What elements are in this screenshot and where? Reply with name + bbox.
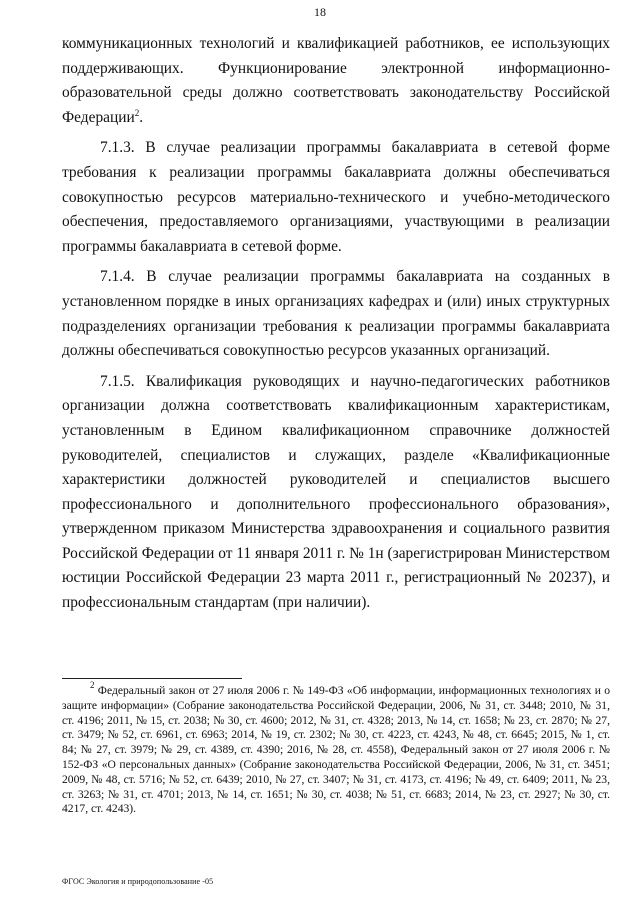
document-body [62,32,610,622]
footnote [62,680,610,817]
paragraph-7-1-3: 7.1.3. В случае реализации программы бакалавриата в сетевой форме требования к реализации программы бакалавриата должны обеспечиваться совокупностью ресурсов материально-технического и учебно-методического обеспечения, предоставляемого организациями, участвующими в реализации программы бакалавриата в сетевой форме. [62,139,610,255]
page-number: 18 [314,5,326,19]
paragraph-7-1-5: 7.1.5. Квалификация руководящих и научно-педагогических работников организации должна соответствовать квалификационным характеристикам, установленным в Едином квалификационном справочнике должностей руководителей, специалистов и служащих, разделе «Квалификационные характеристики должностей руководителей и специалистов высшего профессионального и дополнительного профессионального образования», утвержденном приказом Министерства здравоохранения и социального развития Российской Федерации от 11 января 2011 г. № 1н (зарегистрирован Министерством юстиции Российской Федерации 23 марта 2011 г., регистрационный № 20237), и профессиональным стандартам (при наличии). [62,372,610,612]
footnote-reference[interactable]: 2 [134,107,140,118]
paragraph-text: коммуникационных технологий и квалификацией работников, ее использующих поддерживающих. Функционирование электронной информационно-образовательной среды должно соответствовать законодательству Российской Федерации [62,35,610,126]
page-footer: ФГОС Экология и природопользование -05 [62,877,214,886]
paragraph-7-1-4: 7.1.4. В случае реализации программы бакалавриата на созданных в установленном порядке в иных организациях кафедрах и (или) иных структурных подразделениях организации требования к реализации программы бакалавриата должны обеспечиваться совокупностью ресурсов указанных организаций. [62,268,610,360]
footnote-text: Федеральный закон от 27 июля 2006 г. № 149-ФЗ «Об информации, информационных технологиях и о защите информации» (Собрание законодательства Российской Федерации, 2006, № 31, ст. 3448; 2010, № 31, ст. 4196; 2011, № 15, ст. 2038; № 30, ст. 4600; 2012, № 31, ст. 4328; 2013, № 14, ст. 1658; № 23, ст. 2870; № 27, ст. 3479; № 52, ст. 6961, ст. 6963; 2014, № 19, ст. 2302; № 30, ст. 4223, ст. 4243, № 48, ст. 6645; 2015, № 1, ст. 84; № 27, ст. 3979; № 29, ст. 4389, ст. 4390; 2016, № 28, ст. 4558), Федеральный закон от 27 июля 2006 г. № 152-ФЗ «О персональных данных» (Собрание законодательства Российской Федерации, 2006, № 31, ст. 3451; 2009, № 48, ст. 5716; № 52, ст. 6439; 2010, № 27, ст. 3407; № 31, ст. 4173, ст. 4196; № 49, ст. 6409; 2011, № 23, ст. 3263; № 31, ст. 4701; 2013, № 14, ст. 1651; № 30, ст. 4038; № 51, ст. 6683; 2014, № 23, ст. 2927; № 30, ст. 4217, ст. 4243). [62,684,610,816]
paragraph-continuation [62,32,610,130]
paragraph-end: . [139,108,144,126]
footnote-marker: 2 [90,680,95,690]
footnote-divider [62,678,242,679]
